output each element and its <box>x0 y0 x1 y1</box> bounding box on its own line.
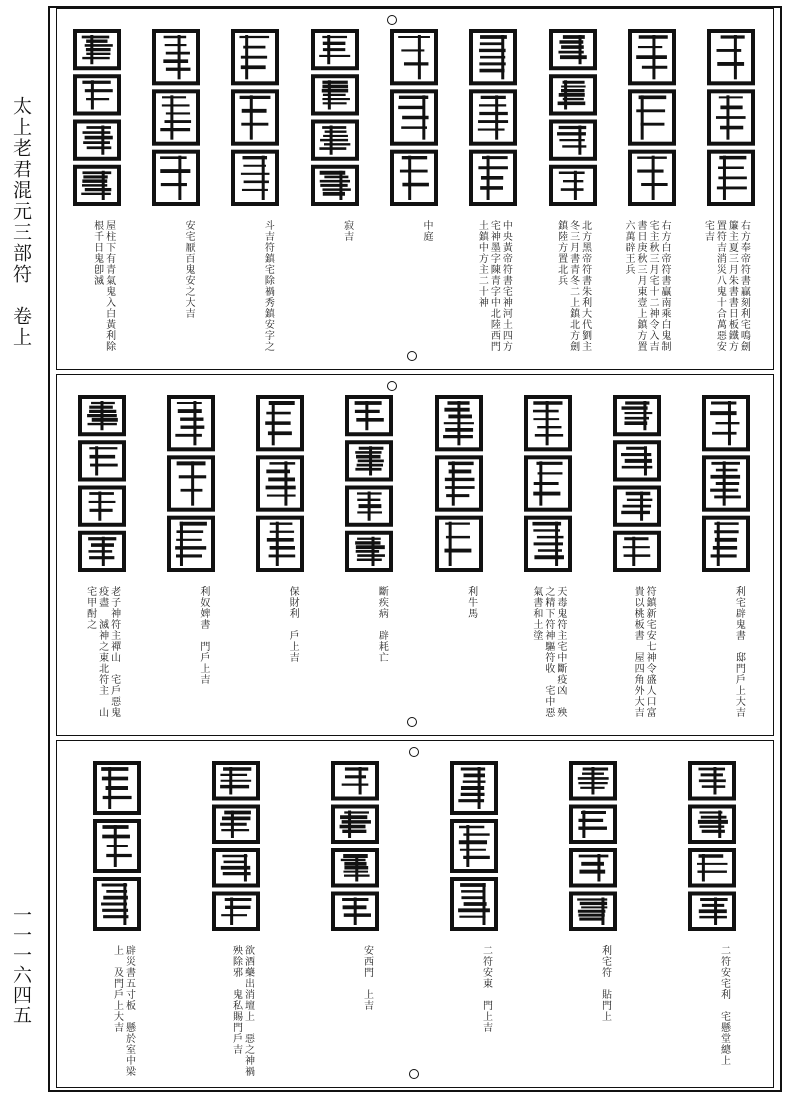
talisman-figure <box>431 393 487 574</box>
talisman-caption: 屋柱下有青氣鬼入白黃利除根千日鬼卽滅 <box>91 220 115 352</box>
talisman-glyph-icon <box>624 27 680 208</box>
talisman-caption: 安宅厭百鬼安之大吉 <box>183 220 194 319</box>
talisman-caption: 寂吉 <box>341 220 353 242</box>
talisman-figure <box>520 393 576 574</box>
talisman-column <box>454 9 533 369</box>
talisman-caption: 利宅符 貼門上 <box>599 945 611 1022</box>
talisman-column <box>374 9 453 369</box>
talisman-caption: 中庭 <box>421 220 432 242</box>
talisman-caption: 欲酒藥出消壇上 惡之神禍殃除邪 鬼私賜門戶吉 <box>230 945 254 1077</box>
talisman-column <box>414 375 503 735</box>
talisman-figure <box>163 393 219 574</box>
talisman-glyph-icon <box>609 393 665 574</box>
talisman-column <box>533 741 652 1087</box>
talisman-figure <box>252 393 308 574</box>
talisman-glyph-icon <box>252 393 308 574</box>
talisman-figure <box>148 27 204 208</box>
talisman-column <box>295 741 414 1087</box>
talisman-column <box>295 9 374 369</box>
talisman-glyph-icon <box>698 393 754 574</box>
talisman-figure <box>307 27 363 208</box>
talisman-figure <box>69 27 125 208</box>
talisman-panel-3 <box>56 740 774 1088</box>
talisman-glyph-icon <box>465 27 521 208</box>
talisman-column <box>57 741 176 1087</box>
talisman-glyph-icon <box>341 393 397 574</box>
talisman-figure <box>341 393 397 574</box>
talisman-glyph-icon <box>545 27 601 208</box>
talisman-panel-2 <box>56 374 774 736</box>
talisman-glyph-icon <box>69 27 125 208</box>
talisman-caption: 右方奉帝符書贏刻利宅鳴劍簾主夏三月朱書書日板鐵方置符吉消災八鬼十合萬惡安宅吉 <box>702 220 750 352</box>
talisman-figure <box>327 759 383 933</box>
talisman-caption: 利奴婢書 門戶上吉 <box>197 586 209 685</box>
talisman-caption: 辟災書五寸板 懸於室中梁上 及門戶上大吉 <box>111 945 135 1077</box>
binding-hole-icon <box>387 381 397 391</box>
talisman-glyph-icon <box>684 759 740 933</box>
talisman-caption: 二符安宅利 宅懸堂總上 <box>718 945 730 1066</box>
talisman-glyph-icon <box>208 759 264 933</box>
talisman-glyph-icon <box>89 759 145 933</box>
talisman-glyph-icon <box>386 27 442 208</box>
talisman-figure <box>465 27 521 208</box>
talisman-column <box>503 375 592 735</box>
margin-title: 太上老君混元三部符 卷上 <box>10 96 32 348</box>
talisman-column <box>57 9 136 369</box>
talisman-caption: 老子神符主禪山 宅戶惡鬼疫盡 滅神之東北符主 山宅甲酎之 <box>84 586 120 718</box>
binding-hole-icon <box>407 351 417 361</box>
binding-hole-icon <box>409 1069 419 1079</box>
talisman-figure <box>208 759 264 933</box>
talisman-glyph-icon <box>148 27 204 208</box>
talisman-column <box>57 375 146 735</box>
talisman-column <box>692 9 771 369</box>
talisman-caption: 中央黃帝符書宅神河土四方宅神墨字陳青字中北陸西門土鎮中方主二十神 <box>476 220 512 352</box>
talisman-glyph-icon <box>446 759 502 933</box>
talisman-glyph-icon <box>163 393 219 574</box>
talisman-glyph-icon <box>703 27 759 208</box>
talisman-caption: 北方黑帝符書朱利大代劉主冬三月書青冬二上鎮北方劍鎮陸方置北兵 <box>555 220 591 352</box>
talisman-figure <box>227 27 283 208</box>
binding-hole-icon <box>409 747 419 757</box>
talisman-caption: 斗吉符鎮宅除禍秀鎮安字之 <box>262 220 274 352</box>
talisman-caption: 右方白帝符書贏南乘白鬼制宅主秋三月宅十二神令入吉書日庚秋三月東壹上鎮方置六萬辟王兵 <box>623 220 670 352</box>
talisman-glyph-icon <box>74 393 130 574</box>
talisman-column <box>612 9 691 369</box>
talisman-caption: 安西門 上吉 <box>361 945 373 1011</box>
binding-hole-icon <box>407 717 417 727</box>
talisman-panel-1 <box>56 8 774 370</box>
talisman-figure <box>386 27 442 208</box>
talisman-column <box>236 375 325 735</box>
talisman-column <box>146 375 235 735</box>
talisman-column <box>176 741 295 1087</box>
talisman-figure <box>703 27 759 208</box>
talisman-figure <box>74 393 130 574</box>
talisman-column <box>593 375 682 735</box>
talisman-figure <box>565 759 621 933</box>
talisman-caption: 天毒鬼符主宅中斷疫凶 殃之精下符神驅符收 宅中惡氣書和土塗 <box>530 586 566 718</box>
talisman-caption: 利宅辟鬼書 邸門戶上大吉 <box>733 586 745 718</box>
talisman-figure <box>609 393 665 574</box>
talisman-glyph-icon <box>565 759 621 933</box>
talisman-figure <box>89 759 145 933</box>
talisman-figure <box>545 27 601 208</box>
talisman-caption: 斷疾病 辟耗亡 <box>376 586 388 663</box>
talisman-column <box>682 375 771 735</box>
talisman-column <box>136 9 215 369</box>
talisman-column <box>414 741 533 1087</box>
talisman-figure <box>446 759 502 933</box>
talisman-glyph-icon <box>327 759 383 933</box>
binding-hole-icon <box>387 15 397 25</box>
talisman-column <box>652 741 771 1087</box>
talisman-glyph-icon <box>227 27 283 208</box>
talisman-figure <box>624 27 680 208</box>
talisman-glyph-icon <box>307 27 363 208</box>
talisman-caption: 符鎮新宅安七神令盛人口富貴以桃板書 屋四角外大吉 <box>632 586 656 718</box>
margin-page-number: 一一一六四五 <box>10 905 32 1025</box>
talisman-caption: 保財利 戶上吉 <box>287 586 299 663</box>
page-frame <box>48 6 782 1092</box>
talisman-caption: 二符安東 門上吉 <box>480 945 492 1033</box>
talisman-figure <box>684 759 740 933</box>
talisman-caption: 利牛馬 <box>465 586 477 619</box>
talisman-figure <box>698 393 754 574</box>
talisman-column <box>325 375 414 735</box>
talisman-column <box>533 9 612 369</box>
talisman-glyph-icon <box>520 393 576 574</box>
talisman-column <box>216 9 295 369</box>
talisman-glyph-icon <box>431 393 487 574</box>
